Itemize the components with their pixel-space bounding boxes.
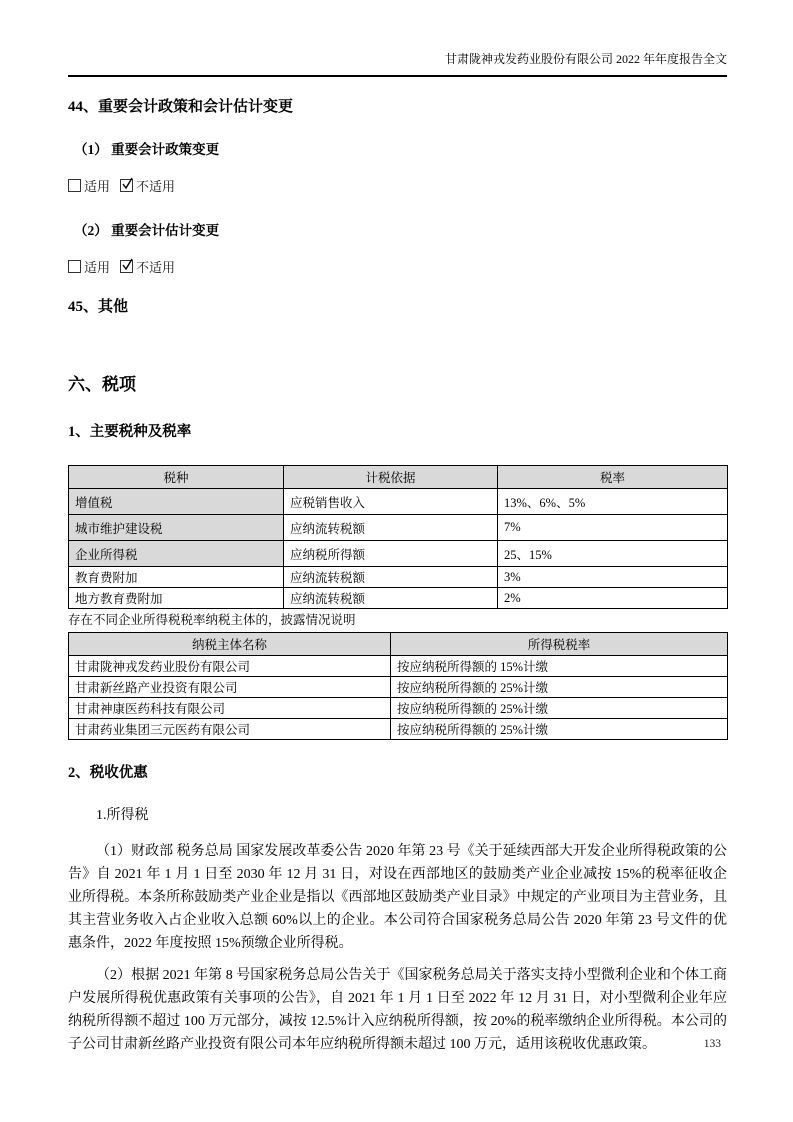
- checkbox-unchecked-icon: [68, 260, 81, 273]
- checkbox-checked-icon: [120, 179, 133, 192]
- table-row: [69, 588, 728, 609]
- cell-tax-basis: 应纳流转税额: [284, 588, 498, 609]
- heading-44-1: （1） 重要会计政策变更: [74, 142, 220, 157]
- applicable-label: 适用: [84, 260, 111, 275]
- cell-entity-name: 甘肃陇神戎发药业股份有限公司: [69, 656, 391, 677]
- cell-tax-type: 增值税: [69, 489, 284, 515]
- cell-entity-rate: 按应纳税所得额的 15%计缴: [391, 656, 728, 677]
- not-applicable-label: 不适用: [136, 179, 176, 194]
- cell-tax-type: 企业所得税: [69, 541, 284, 567]
- cell-tax-rate: 3%: [498, 567, 728, 588]
- not-applicable-label: 不适用: [136, 260, 176, 275]
- table-header-row: [69, 466, 728, 489]
- heading-44-2: （2） 重要会计估计变更: [74, 223, 220, 238]
- cell-tax-rate: 7%: [498, 515, 728, 541]
- tax-entity-table: [68, 632, 728, 740]
- cell-tax-basis: 应纳税所得额: [284, 541, 498, 567]
- page-header: 甘肃陇神戎发药业股份有限公司 2022 年年度报告全文: [68, 0, 727, 77]
- income-tax-subtitle: 1.所得税: [96, 808, 149, 823]
- table-row: [69, 698, 728, 719]
- cell-tax-basis: 应纳流转税额: [284, 515, 498, 541]
- col-header-income-tax-rate: 所得税税率: [391, 633, 728, 656]
- tax-rate-table: [68, 465, 728, 609]
- cell-tax-basis: 应税销售收入: [284, 489, 498, 515]
- cell-tax-type: 城市维护建设税: [69, 515, 284, 541]
- col-header-tax-rate: 税率: [498, 466, 728, 489]
- cell-entity-name: 甘肃神康医药科技有限公司: [69, 698, 391, 719]
- heading-6-2: 2、税收优惠: [68, 765, 148, 781]
- table-row: [69, 719, 728, 740]
- col-header-tax-basis: 计税依据: [284, 466, 498, 489]
- table-row: [69, 656, 728, 677]
- cell-entity-rate: 按应纳税所得额的 25%计缴: [391, 698, 728, 719]
- col-header-tax-type: 税种: [69, 466, 284, 489]
- incentive-paragraph-1: （1）财政部 税务总局 国家发展改革委公告 2020 年第 23 号《关于延续西部大开发企业所得税政策的公告》自 2021 年 1 月 1 日至 2030 年 12 月 31 日，对设在西部地区的鼓励类产业企业减按 15%的税率征收企业所得税。本条所称鼓励类产业企业是指以《西部地区鼓励类产业目录》中规定的产业项目为主营业务，且其主营业务收入占企业收入总额 60%以上的企业。本公司符合国家税务总局公告 2020 年第 23 号文件的优惠条件，2022 年度按照 15%预缴企业所得税。: [68, 844, 727, 951]
- page-content: [68, 0, 727, 1056]
- table-row: [69, 515, 728, 541]
- heading-44: 44、重要会计政策和会计估计变更: [68, 99, 294, 115]
- applicability-line-estimate: [68, 260, 727, 276]
- table-row: [69, 489, 728, 515]
- cell-tax-basis: 应纳流转税额: [284, 567, 498, 588]
- col-header-entity-name: 纳税主体名称: [69, 633, 391, 656]
- cell-entity-name: 甘肃药业集团三元医药有限公司: [69, 719, 391, 740]
- cell-entity-rate: 按应纳税所得额的 25%计缴: [391, 677, 728, 698]
- heading-6-1: 1、主要税种及税率: [68, 424, 192, 440]
- disclosure-note: 存在不同企业所得税税率纳税主体的，披露情况说明: [68, 613, 356, 627]
- cell-tax-type: 地方教育费附加: [69, 588, 284, 609]
- heading-section-6: 六、税项: [68, 375, 136, 394]
- incentive-paragraph-2: （2）根据 2021 年第 8 号国家税务总局公告关于《国家税务总局关于落实支持小型微利企业和个体工商户发展所得税优惠政策有关事项的公告》，自 2021 年 1 月 1 日至 2022 年 12 月 31 日，对小型微利企业年应纳税所得额不超过 100 万元部分，减按 12.5%计入应纳税所得额，按 20%的税率缴纳企业所得税。本公司的子公司甘肃新丝路产业投资有限公司本年应纳税所得额未超过 100 万元，适用该税收优惠政策。: [68, 968, 727, 1052]
- checkbox-checked-icon: [120, 260, 133, 273]
- applicability-line-policy: [68, 179, 727, 195]
- checkbox-unchecked-icon: [68, 179, 81, 192]
- cell-tax-rate: 2%: [498, 588, 728, 609]
- page-number: 133: [703, 1038, 721, 1050]
- heading-45: 45、其他: [68, 299, 129, 315]
- applicable-label: 适用: [84, 179, 111, 194]
- table-row: [69, 567, 728, 588]
- cell-entity-name: 甘肃新丝路产业投资有限公司: [69, 677, 391, 698]
- cell-entity-rate: 按应纳税所得额的 25%计缴: [391, 719, 728, 740]
- cell-tax-rate: 13%、6%、5%: [498, 489, 728, 515]
- table-header-row: [69, 633, 728, 656]
- table-row: [69, 677, 728, 698]
- cell-tax-type: 教育费附加: [69, 567, 284, 588]
- cell-tax-rate: 25、15%: [498, 541, 728, 567]
- table-row: [69, 541, 728, 567]
